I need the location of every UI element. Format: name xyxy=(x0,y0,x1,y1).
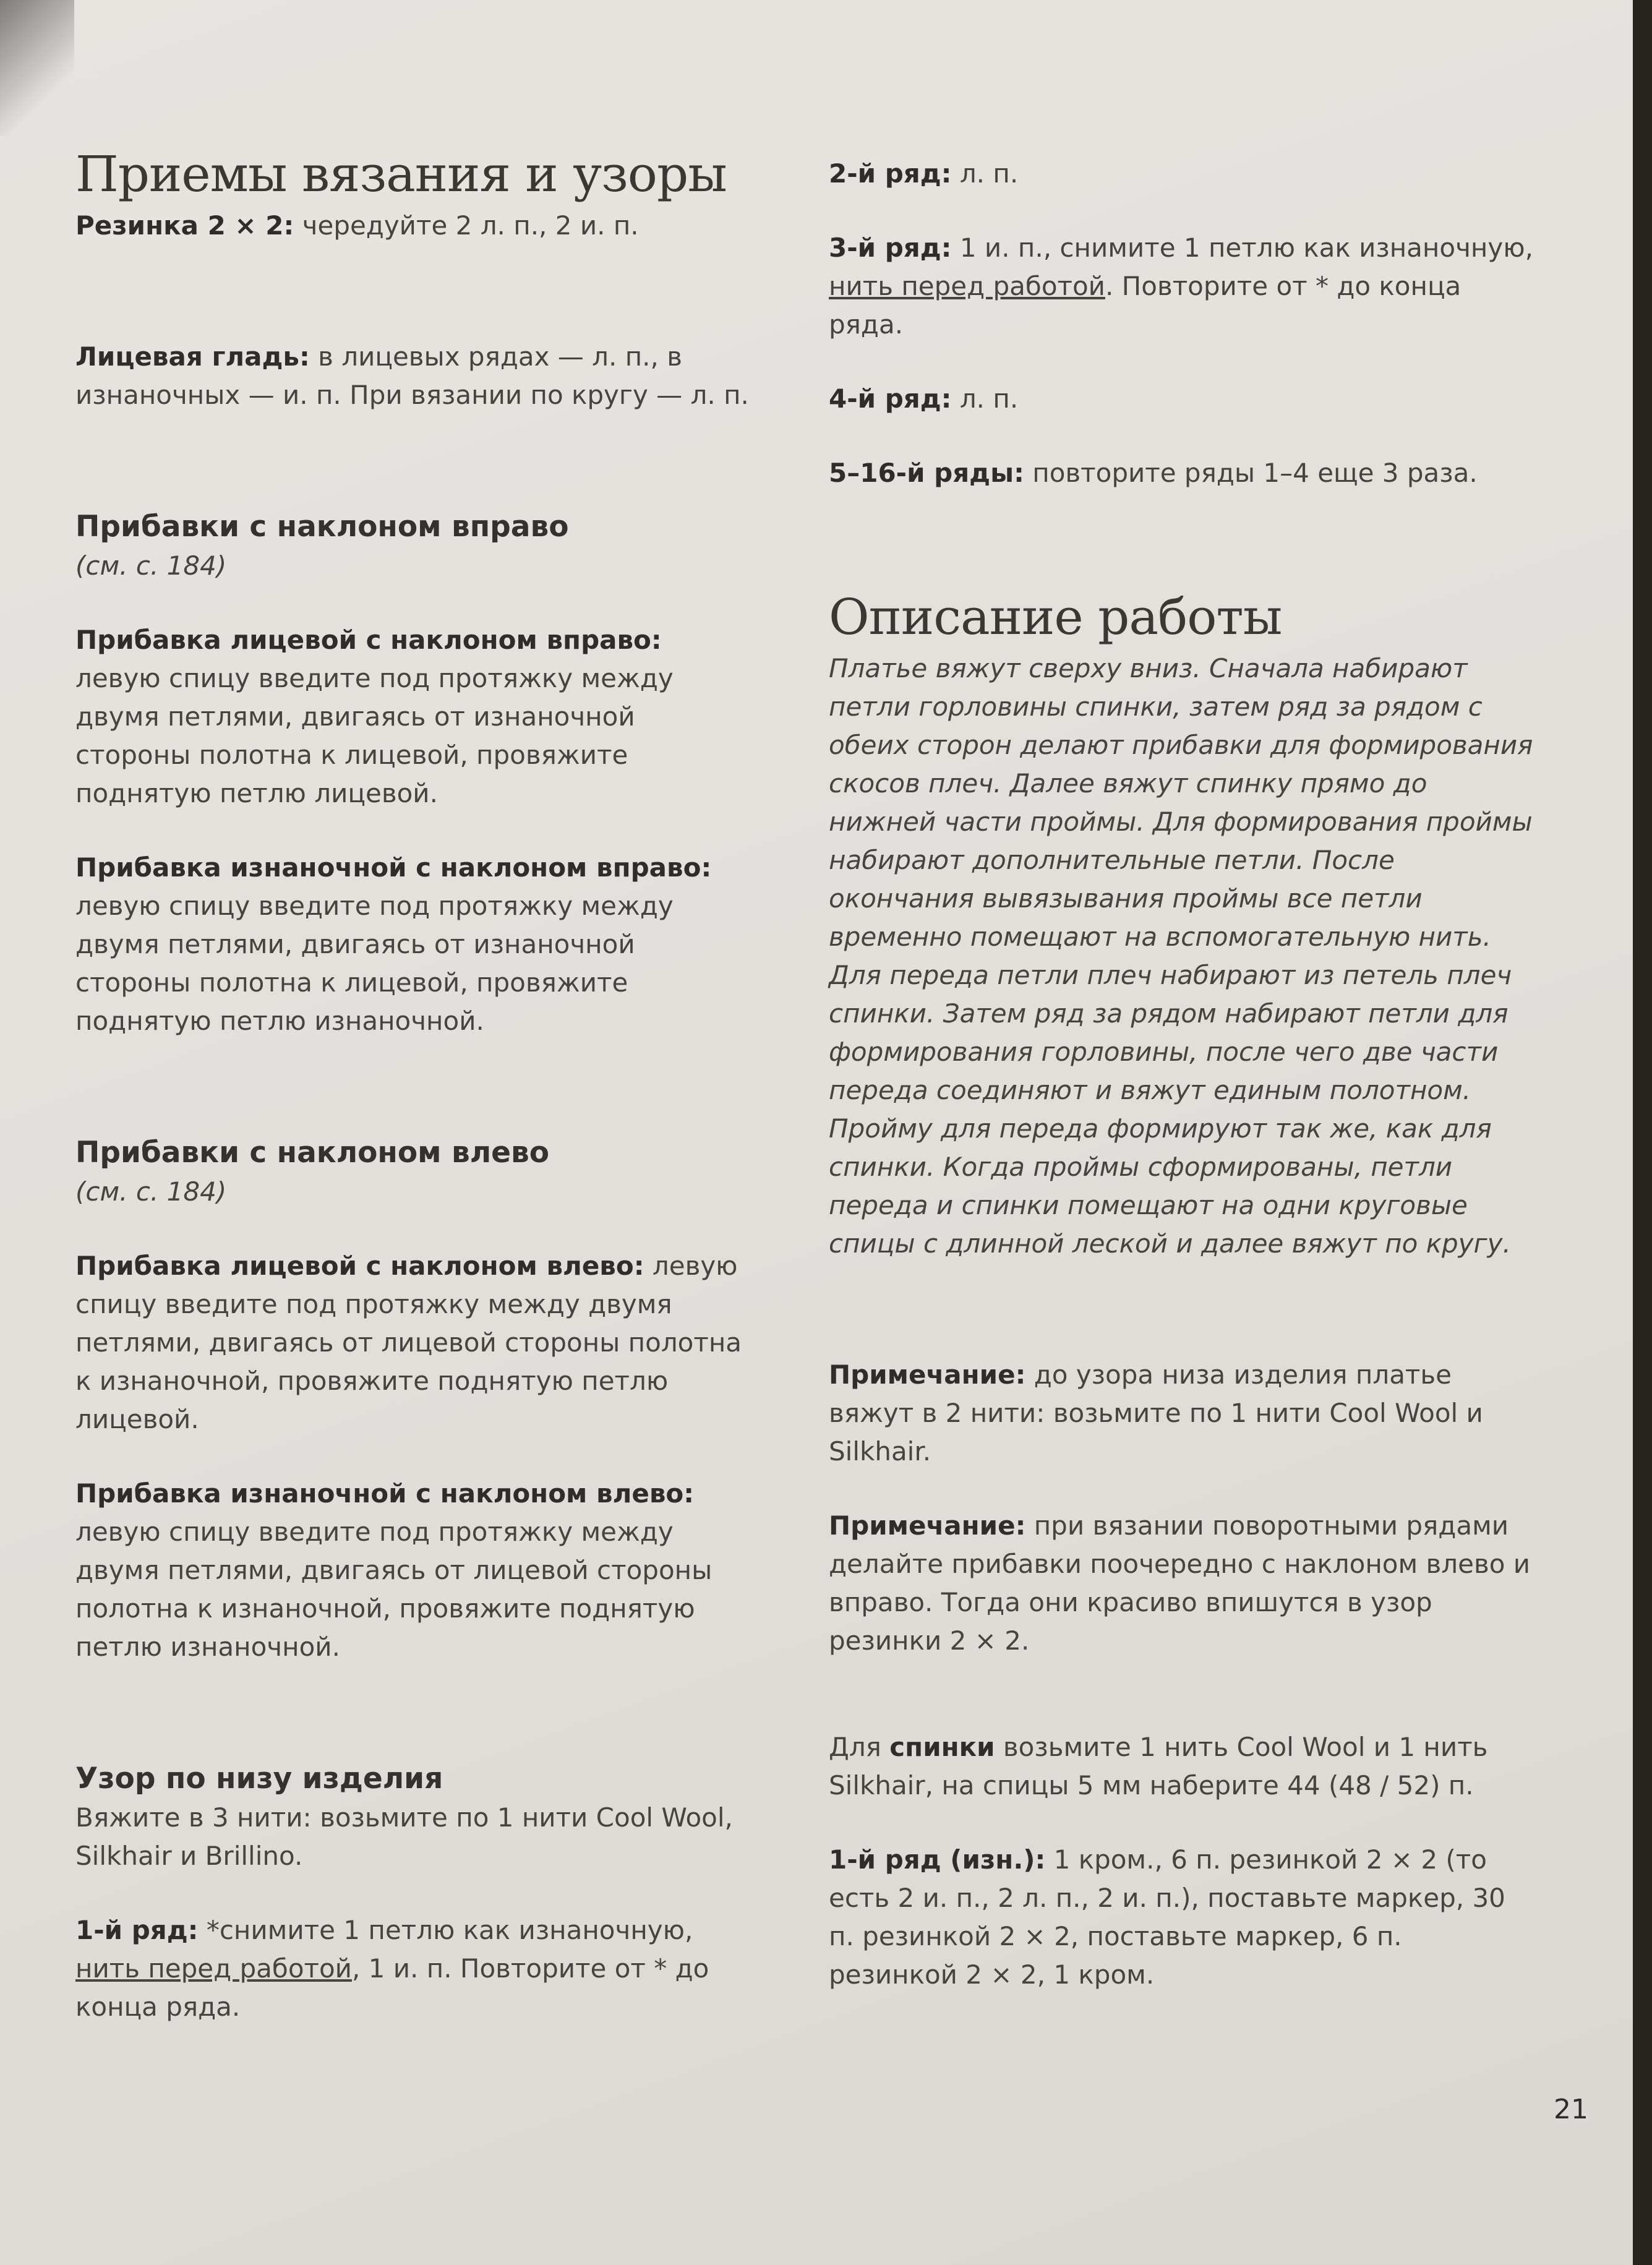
ws-row1-paragraph xyxy=(829,1841,1534,1994)
row3-text-b: . Повторите от * до конца ряда. xyxy=(829,271,1462,340)
hem-row1-text-b: , 1 и. п. Повторите от * до конца ряда. xyxy=(75,1953,709,2022)
note2-text: при вязании поворотными рядами делайте прибавки поочередно с наклоном влево и вправо. Тогда они красиво впишутся в узор резинки 2 × 2. xyxy=(829,1510,1531,1656)
stockinette-paragraph xyxy=(75,338,750,414)
note1-paragraph xyxy=(829,1356,1534,1471)
note2-label: Примечание: xyxy=(829,1510,1026,1541)
hem-pattern-heading: Узор по низу изделия xyxy=(75,1762,443,1796)
techniques-heading: Приемы вязания и узоры xyxy=(75,145,727,203)
note2-paragraph xyxy=(829,1507,1534,1660)
right-purl-increase-paragraph xyxy=(75,849,750,1040)
row5-label: 5–16-й ряды: xyxy=(829,458,1024,488)
right-increases-ref: (см. с. 184) xyxy=(75,550,227,581)
left-purl-increase-label: Прибавка изнаночной с наклоном влево: xyxy=(75,1478,695,1509)
back-paragraph xyxy=(829,1728,1534,1805)
left-knit-increase-label: Прибавка лицевой с наклоном влево: xyxy=(75,1251,644,1281)
row5-text: повторите ряды 1–4 еще 3 раза. xyxy=(1024,458,1478,488)
row4-text: л. п. xyxy=(951,383,1019,414)
rib-label: Резинка 2 × 2: xyxy=(75,210,294,241)
right-knit-increase-label: Прибавка лицевой с наклоном вправо: xyxy=(75,625,662,655)
row4-label: 4-й ряд: xyxy=(829,383,952,414)
page-number: 21 xyxy=(1554,2094,1588,2125)
rib-text: чередуйте 2 л. п., 2 и. п. xyxy=(294,210,639,241)
note1-text: до узора низа изделия платье вяжут в 2 нити: возьмите по 1 нити Cool Wool и Silkhair. xyxy=(829,1359,1483,1466)
hem-intro: Вяжите в 3 нити: возьмите по 1 нити Cool Wool, Silkhair и Brillino. xyxy=(75,1802,733,1871)
right-column xyxy=(829,155,1534,1994)
back-text-b: возьмите 1 нить Cool Wool и 1 нить Silkhair, на спицы 5 мм наберите 44 (48 / 52) п. xyxy=(829,1732,1488,1800)
rib-paragraph xyxy=(75,207,750,245)
row3-label: 3-й ряд: xyxy=(829,233,952,263)
left-knit-increase-paragraph xyxy=(75,1247,750,1439)
row2-text: л. п. xyxy=(951,158,1019,189)
hem-row1-label: 1-й ряд: xyxy=(75,1915,199,1945)
left-increases-ref: (см. с. 184) xyxy=(75,1176,227,1207)
ws-row1-label: 1-й ряд (изн.): xyxy=(829,1844,1046,1875)
hem-row1-text-a: *снимите 1 петлю как изнаночную, xyxy=(198,1915,693,1945)
right-purl-increase-label: Прибавка изнаночной с наклоном вправо: xyxy=(75,852,712,883)
work-description: Платье вяжут сверху вниз. Сначала набирают петли горловины спинки, затем ряд за рядом с обеих сторон делают прибавки для формирования скосов плеч. Далее вяжут спинку прямо до нижней части проймы. Для формирования проймы набирают дополнительные петли. После окончания вывязывания проймы все петли временно помещают на вспомогательную нить. Для переда петли плеч набирают из петель плеч спинки. Затем ряд за рядом набирают петли для формирования горловины, после чего две части переда соединяют и вяжут единым полотном. Пройму для переда формируют так же, как для спинки. Когда проймы сформированы, петли переда и спинки помещают на одни круговые спицы с длинной леской и далее вяжут по кругу. xyxy=(829,653,1533,1259)
row3-underlined: нить перед работой xyxy=(829,271,1105,301)
row2-label: 2-й ряд: xyxy=(829,158,952,189)
left-purl-increase-text: левую спицу введите под протяжку между двумя петлями, двигаясь от лицевой стороны полотна к изнаночной, провяжите поднятую петлю изнаночной. xyxy=(75,1517,713,1662)
right-knit-increase-paragraph xyxy=(75,621,750,813)
ws-row1-text: 1 кром., 6 п. резинкой 2 × 2 (то есть 2 и. п., 2 л. п., 2 и. п.), поставьте маркер, 30 п. резинкой 2 × 2, поставьте маркер, 6 п. резинкой 2 × 2, 1 кром. xyxy=(829,1844,1505,1990)
left-knit-increase-text: левую спицу введите под протяжку между двумя петлями, двигаясь от лицевой стороны полотна к изнаночной, провяжите поднятую петлю лицевой. xyxy=(75,1251,742,1434)
back-bold: спинки xyxy=(889,1732,995,1762)
left-increases-heading: Прибавки с наклоном влево xyxy=(75,1136,550,1170)
page-corner-shadow xyxy=(0,0,74,136)
right-increases-heading: Прибавки с наклоном вправо xyxy=(75,510,569,544)
row5-paragraph xyxy=(829,454,1534,492)
work-description-heading: Описание работы xyxy=(829,588,1282,646)
right-knit-increase-text: левую спицу введите под протяжку между двумя петлями, двигаясь от изнаночной стороны полотна к лицевой, провяжите поднятую петлю лицевой. xyxy=(75,663,674,808)
right-purl-increase-text: левую спицу введите под протяжку между двумя петлями, двигаясь от изнаночной стороны полотна к лицевой, провяжите поднятую петлю изнаночной. xyxy=(75,891,674,1036)
note1-label: Примечание: xyxy=(829,1359,1026,1390)
left-purl-increase-paragraph xyxy=(75,1475,750,1666)
left-column xyxy=(75,142,750,2026)
row3-text-a: 1 и. п., снимите 1 петлю как изнаночную, xyxy=(951,233,1533,263)
row2-paragraph xyxy=(829,155,1534,193)
stockinette-label: Лицевая гладь: xyxy=(75,341,310,372)
row3-paragraph xyxy=(829,229,1534,344)
stockinette-text: в лицевых рядах — л. п., в изнаночных — и. п. При вязании по кругу — л. п. xyxy=(75,341,749,410)
hem-row1-underlined: нить перед работой xyxy=(75,1953,352,1984)
hem-row1-paragraph xyxy=(75,1911,750,2026)
back-text-a: Для xyxy=(829,1732,890,1762)
row4-paragraph xyxy=(829,380,1534,418)
